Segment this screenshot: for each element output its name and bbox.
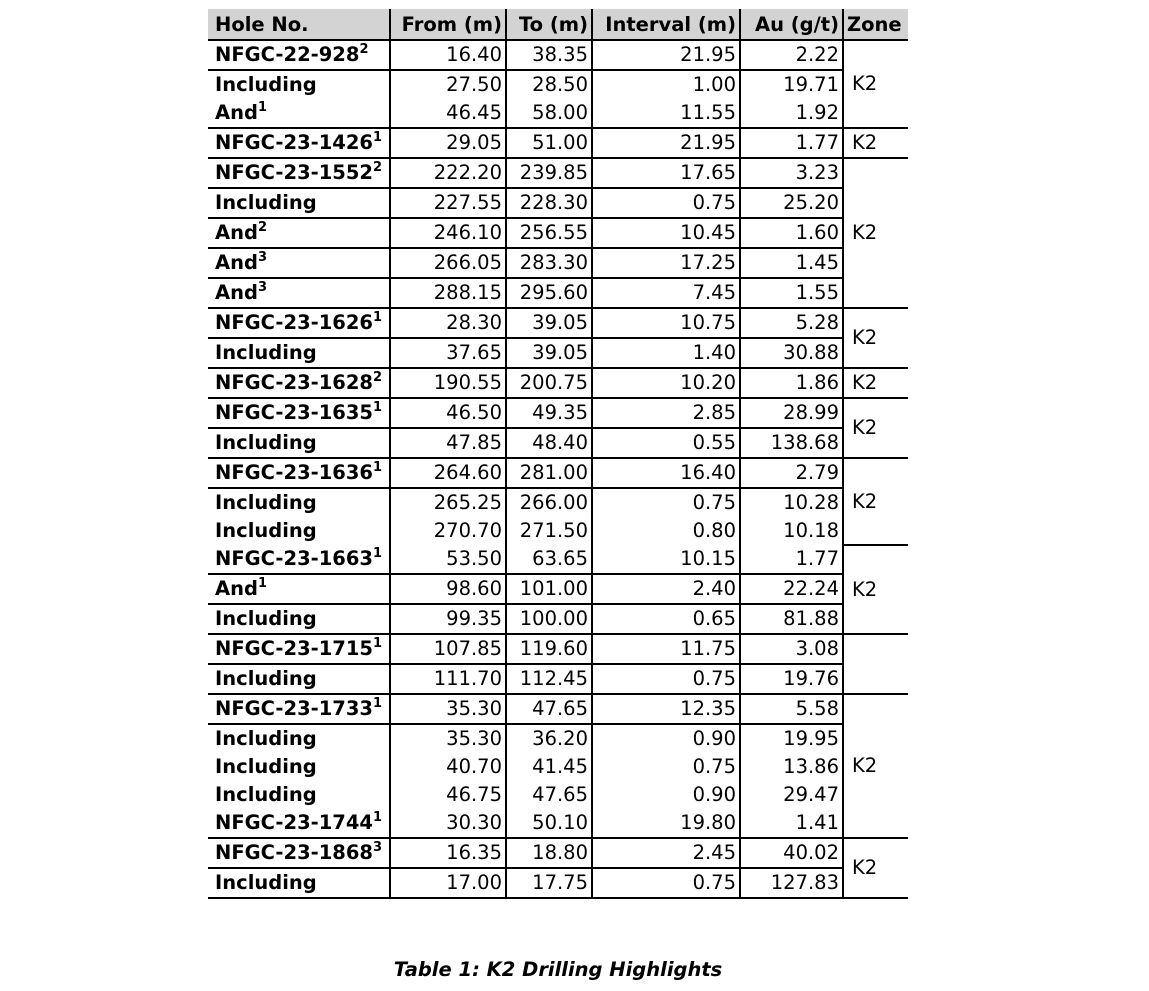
- from-cell: 246.10: [390, 218, 506, 248]
- au-cell: 28.99: [740, 398, 843, 428]
- hole-no-cell: [208, 604, 390, 634]
- hole-no-cell: [208, 428, 390, 458]
- hole-no-text: NFGC-23-1868: [215, 841, 373, 865]
- hole-no-cell: [208, 634, 390, 664]
- from-cell: 27.50: [390, 70, 506, 99]
- interval-cell: 21.95: [592, 128, 740, 158]
- to-cell: 295.60: [506, 278, 592, 308]
- footnote-marker: 2: [373, 370, 383, 386]
- interval-cell: 0.75: [592, 488, 740, 517]
- zone-cell: K2: [843, 158, 908, 308]
- to-cell: 51.00: [506, 128, 592, 158]
- au-cell: 29.47: [740, 781, 843, 809]
- au-cell: 1.45: [740, 248, 843, 278]
- interval-cell: 1.00: [592, 70, 740, 99]
- zone-cell: K2: [843, 40, 908, 128]
- au-cell: 5.58: [740, 694, 843, 724]
- hole-no-cell: [208, 99, 390, 128]
- header-to: To (m): [506, 9, 592, 40]
- hole-no-cell: [208, 218, 390, 248]
- zone-cell: [843, 634, 908, 694]
- hole-no-cell: [208, 398, 390, 428]
- from-cell: 40.70: [390, 753, 506, 781]
- from-cell: 17.00: [390, 868, 506, 898]
- from-cell: 265.25: [390, 488, 506, 517]
- table-row: [208, 781, 908, 809]
- hole-no-text: And: [215, 221, 258, 245]
- au-cell: 5.28: [740, 308, 843, 338]
- interval-cell: 2.85: [592, 398, 740, 428]
- to-cell: 49.35: [506, 398, 592, 428]
- from-cell: 47.85: [390, 428, 506, 458]
- hole-no-text: And: [215, 101, 258, 125]
- hole-no-cell: [208, 248, 390, 278]
- au-cell: 1.86: [740, 368, 843, 398]
- hole-no-text: Including: [215, 431, 317, 455]
- from-cell: 46.45: [390, 99, 506, 128]
- to-cell: 38.35: [506, 40, 592, 70]
- table-row: [208, 458, 908, 488]
- au-cell: 1.41: [740, 809, 843, 838]
- to-cell: 17.75: [506, 868, 592, 898]
- au-cell: 127.83: [740, 868, 843, 898]
- interval-cell: 19.80: [592, 809, 740, 838]
- header-hole-no: Hole No.: [208, 9, 390, 40]
- table-row: [208, 99, 908, 128]
- from-cell: 270.70: [390, 517, 506, 545]
- to-cell: 271.50: [506, 517, 592, 545]
- zone-cell: K2: [843, 398, 908, 458]
- interval-cell: 10.75: [592, 308, 740, 338]
- from-cell: 266.05: [390, 248, 506, 278]
- from-cell: 46.75: [390, 781, 506, 809]
- table-row: [208, 664, 908, 694]
- hole-no-cell: [208, 70, 390, 99]
- interval-cell: 0.65: [592, 604, 740, 634]
- table-row: [208, 70, 908, 99]
- au-cell: 3.23: [740, 158, 843, 188]
- table-row: [208, 545, 908, 574]
- to-cell: 228.30: [506, 188, 592, 218]
- au-cell: 22.24: [740, 574, 843, 604]
- zone-cell: K2: [843, 128, 908, 158]
- interval-cell: 0.75: [592, 868, 740, 898]
- hole-no-text: Including: [215, 871, 317, 895]
- to-cell: 256.55: [506, 218, 592, 248]
- interval-cell: 17.25: [592, 248, 740, 278]
- hole-no-cell: [208, 368, 390, 398]
- hole-no-cell: [208, 694, 390, 724]
- hole-no-text: Including: [215, 73, 317, 97]
- hole-no-text: Including: [215, 667, 317, 691]
- table-body: [208, 40, 908, 898]
- zone-cell: K2: [843, 694, 908, 838]
- hole-no-cell: [208, 40, 390, 70]
- au-cell: 2.79: [740, 458, 843, 488]
- hole-no-cell: [208, 308, 390, 338]
- to-cell: 50.10: [506, 809, 592, 838]
- hole-no-cell: [208, 753, 390, 781]
- au-cell: 81.88: [740, 604, 843, 634]
- zone-cell: K2: [843, 368, 908, 398]
- interval-cell: 21.95: [592, 40, 740, 70]
- table-row: [208, 634, 908, 664]
- from-cell: 37.65: [390, 338, 506, 368]
- to-cell: 63.65: [506, 545, 592, 574]
- hole-no-cell: [208, 488, 390, 517]
- interval-cell: 16.40: [592, 458, 740, 488]
- hole-no-text: Including: [215, 727, 317, 751]
- footnote-marker: 1: [373, 636, 383, 652]
- table-row: [208, 809, 908, 838]
- hole-no-text: NFGC-23-1628: [215, 371, 373, 395]
- interval-cell: 11.55: [592, 99, 740, 128]
- table-row: [208, 248, 908, 278]
- table-row: [208, 868, 908, 898]
- hole-no-text: And: [215, 577, 258, 601]
- header-au: Au (g/t): [740, 9, 843, 40]
- table-row: [208, 218, 908, 248]
- to-cell: 200.75: [506, 368, 592, 398]
- hole-no-text: NFGC-23-1663: [215, 547, 373, 571]
- au-cell: 1.55: [740, 278, 843, 308]
- to-cell: 28.50: [506, 70, 592, 99]
- from-cell: 190.55: [390, 368, 506, 398]
- from-cell: 98.60: [390, 574, 506, 604]
- hole-no-text: Including: [215, 755, 317, 779]
- to-cell: 239.85: [506, 158, 592, 188]
- hole-no-cell: [208, 338, 390, 368]
- table-caption: Table 1: K2 Drilling Highlights: [393, 958, 723, 981]
- hole-no-text: Including: [215, 491, 317, 515]
- au-cell: 10.18: [740, 517, 843, 545]
- table-row: [208, 308, 908, 338]
- hole-no-cell: [208, 868, 390, 898]
- hole-no-cell: [208, 517, 390, 545]
- hole-no-text: Including: [215, 607, 317, 631]
- footnote-marker: 3: [257, 280, 267, 296]
- au-cell: 1.77: [740, 545, 843, 574]
- table-row: [208, 128, 908, 158]
- drilling-highlights-table: [208, 9, 908, 899]
- to-cell: 281.00: [506, 458, 592, 488]
- hole-no-cell: [208, 838, 390, 868]
- hole-no-cell: [208, 574, 390, 604]
- from-cell: 227.55: [390, 188, 506, 218]
- interval-cell: 0.90: [592, 724, 740, 753]
- to-cell: 47.65: [506, 694, 592, 724]
- to-cell: 47.65: [506, 781, 592, 809]
- footnote-marker: 1: [373, 696, 383, 712]
- zone-cell: K2: [843, 838, 908, 898]
- hole-no-cell: [208, 809, 390, 838]
- interval-cell: 0.55: [592, 428, 740, 458]
- hole-no-cell: [208, 724, 390, 753]
- table-row: [208, 278, 908, 308]
- header-zone: Zone: [843, 9, 908, 40]
- footnote-marker: 3: [373, 840, 383, 856]
- to-cell: 39.05: [506, 308, 592, 338]
- hole-no-cell: [208, 781, 390, 809]
- table-row: [208, 488, 908, 517]
- hole-no-text: NFGC-23-1635: [215, 401, 373, 425]
- header-interval: Interval (m): [592, 9, 740, 40]
- table-row: [208, 694, 908, 724]
- footnote-marker: 2: [373, 160, 383, 176]
- footnote-marker: 1: [373, 810, 383, 826]
- au-cell: 1.77: [740, 128, 843, 158]
- table-row: [208, 428, 908, 458]
- footnote-marker: 1: [373, 546, 383, 562]
- hole-no-cell: [208, 128, 390, 158]
- au-cell: 40.02: [740, 838, 843, 868]
- hole-no-cell: [208, 664, 390, 694]
- to-cell: 58.00: [506, 99, 592, 128]
- table-row: [208, 517, 908, 545]
- hole-no-cell: [208, 458, 390, 488]
- from-cell: 16.40: [390, 40, 506, 70]
- zone-cell: K2: [843, 308, 908, 368]
- hole-no-text: NFGC-23-1426: [215, 131, 373, 155]
- from-cell: 264.60: [390, 458, 506, 488]
- to-cell: 39.05: [506, 338, 592, 368]
- footnote-marker: 1: [257, 100, 267, 116]
- interval-cell: 2.40: [592, 574, 740, 604]
- interval-cell: 10.15: [592, 545, 740, 574]
- zone-cell: K2: [843, 458, 908, 545]
- hole-no-cell: [208, 278, 390, 308]
- interval-cell: 0.90: [592, 781, 740, 809]
- au-cell: 25.20: [740, 188, 843, 218]
- interval-cell: 10.20: [592, 368, 740, 398]
- table-row: [208, 604, 908, 634]
- hole-no-cell: [208, 188, 390, 218]
- footnote-marker: 3: [257, 250, 267, 266]
- footnote-marker: 1: [373, 310, 383, 326]
- interval-cell: 0.75: [592, 753, 740, 781]
- from-cell: 29.05: [390, 128, 506, 158]
- table-row: [208, 158, 908, 188]
- hole-no-text: NFGC-23-1715: [215, 637, 373, 661]
- to-cell: 100.00: [506, 604, 592, 634]
- to-cell: 36.20: [506, 724, 592, 753]
- from-cell: 53.50: [390, 545, 506, 574]
- table-row: [208, 753, 908, 781]
- hole-no-text: NFGC-23-1733: [215, 697, 373, 721]
- au-cell: 19.95: [740, 724, 843, 753]
- from-cell: 99.35: [390, 604, 506, 634]
- hole-no-text: Including: [215, 519, 317, 543]
- table-row: [208, 338, 908, 368]
- au-cell: 19.71: [740, 70, 843, 99]
- hole-no-text: NFGC-23-1626: [215, 311, 373, 335]
- from-cell: 107.85: [390, 634, 506, 664]
- interval-cell: 7.45: [592, 278, 740, 308]
- from-cell: 111.70: [390, 664, 506, 694]
- hole-no-text: Including: [215, 341, 317, 365]
- table-row: [208, 40, 908, 70]
- zone-cell: K2: [843, 545, 908, 634]
- hole-no-text: And: [215, 251, 258, 275]
- footnote-marker: 1: [373, 460, 383, 476]
- from-cell: 222.20: [390, 158, 506, 188]
- hole-no-cell: [208, 545, 390, 574]
- table-header-row: [208, 9, 908, 40]
- au-cell: 13.86: [740, 753, 843, 781]
- from-cell: 28.30: [390, 308, 506, 338]
- interval-cell: 0.80: [592, 517, 740, 545]
- interval-cell: 1.40: [592, 338, 740, 368]
- footnote-marker: 1: [373, 400, 383, 416]
- table-row: [208, 188, 908, 218]
- hole-no-text: And: [215, 281, 258, 305]
- to-cell: 41.45: [506, 753, 592, 781]
- au-cell: 1.92: [740, 99, 843, 128]
- from-cell: 35.30: [390, 724, 506, 753]
- table-row: [208, 724, 908, 753]
- footnote-marker: 2: [359, 42, 369, 58]
- au-cell: 2.22: [740, 40, 843, 70]
- au-cell: 1.60: [740, 218, 843, 248]
- to-cell: 112.45: [506, 664, 592, 694]
- from-cell: 288.15: [390, 278, 506, 308]
- au-cell: 30.88: [740, 338, 843, 368]
- table-row: [208, 838, 908, 868]
- interval-cell: 10.45: [592, 218, 740, 248]
- interval-cell: 12.35: [592, 694, 740, 724]
- au-cell: 10.28: [740, 488, 843, 517]
- au-cell: 19.76: [740, 664, 843, 694]
- hole-no-text: Including: [215, 783, 317, 807]
- interval-cell: 17.65: [592, 158, 740, 188]
- to-cell: 48.40: [506, 428, 592, 458]
- hole-no-text: Including: [215, 191, 317, 215]
- to-cell: 283.30: [506, 248, 592, 278]
- header-from: From (m): [390, 9, 506, 40]
- hole-no-text: NFGC-22-928: [215, 43, 360, 67]
- footnote-marker: 1: [257, 576, 267, 592]
- au-cell: 138.68: [740, 428, 843, 458]
- to-cell: 119.60: [506, 634, 592, 664]
- interval-cell: 0.75: [592, 664, 740, 694]
- to-cell: 18.80: [506, 838, 592, 868]
- hole-no-text: NFGC-23-1744: [215, 811, 373, 835]
- to-cell: 266.00: [506, 488, 592, 517]
- from-cell: 35.30: [390, 694, 506, 724]
- hole-no-cell: [208, 158, 390, 188]
- interval-cell: 0.75: [592, 188, 740, 218]
- from-cell: 30.30: [390, 809, 506, 838]
- interval-cell: 11.75: [592, 634, 740, 664]
- table-row: [208, 398, 908, 428]
- footnote-marker: 2: [257, 220, 267, 236]
- to-cell: 101.00: [506, 574, 592, 604]
- footnote-marker: 1: [373, 130, 383, 146]
- table-row: [208, 368, 908, 398]
- table-row: [208, 574, 908, 604]
- from-cell: 16.35: [390, 838, 506, 868]
- hole-no-text: NFGC-23-1636: [215, 461, 373, 485]
- au-cell: 3.08: [740, 634, 843, 664]
- interval-cell: 2.45: [592, 838, 740, 868]
- hole-no-text: NFGC-23-1552: [215, 161, 373, 185]
- from-cell: 46.50: [390, 398, 506, 428]
